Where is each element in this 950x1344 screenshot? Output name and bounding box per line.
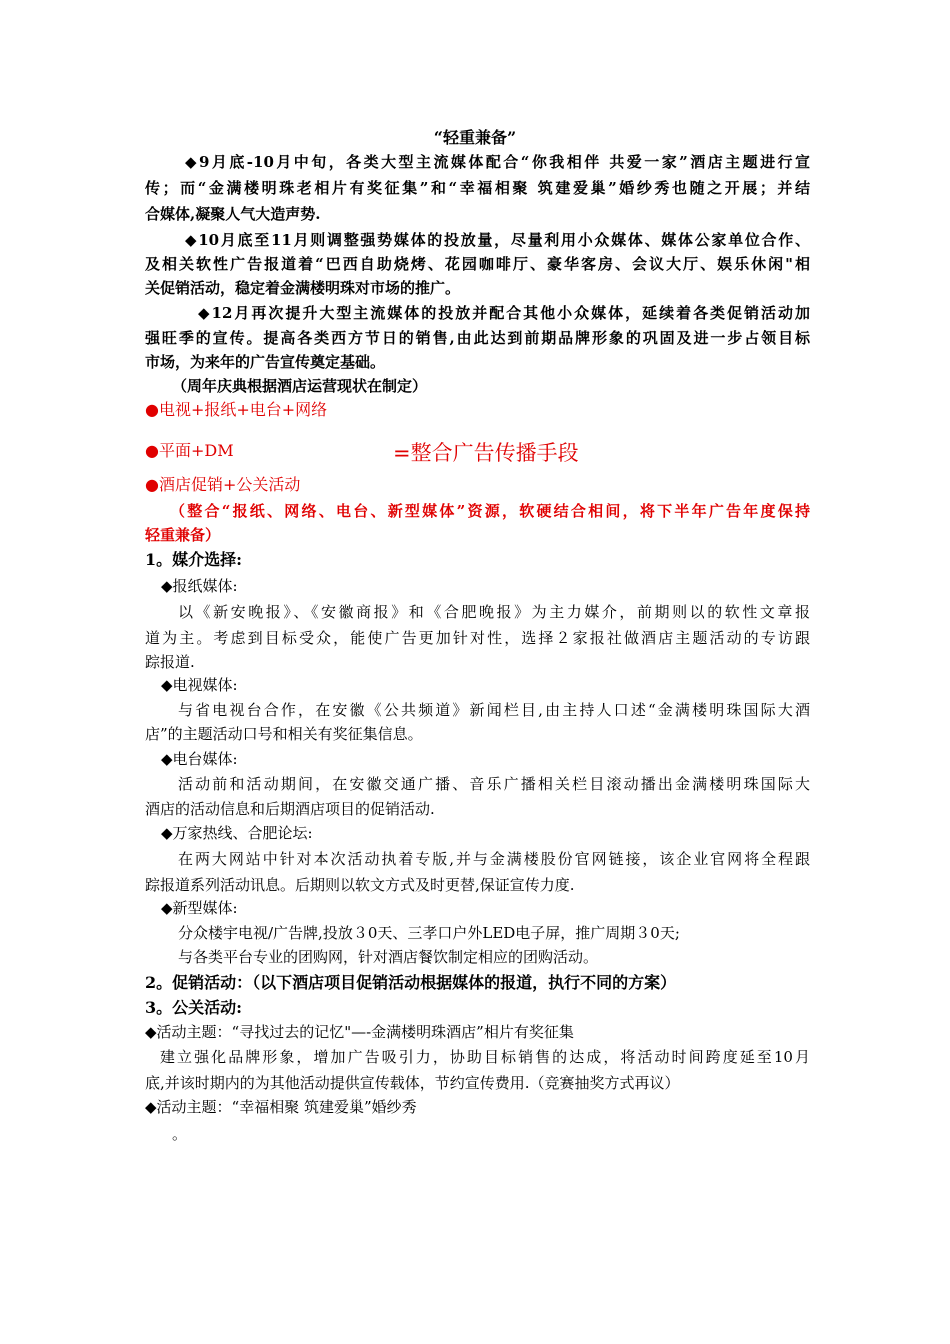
integration-line2: 轻重兼备） <box>145 526 221 544</box>
intro-p3-line2: 强旺季的宣传。提高各类西方节日的销售,由此达到前期品牌形象的巩固及进一步占领目标 <box>145 329 810 347</box>
newspaper-text-3: 踪报道. <box>145 653 195 671</box>
section1-heading: 1。媒介选择: <box>145 550 243 569</box>
intro-note: （周年庆典根据酒店运营现状在制定） <box>172 377 428 395</box>
page-title: “轻重兼备” <box>433 128 517 147</box>
intro-p2-line3: 关促销活动，稳定着金满楼明珠对市场的推广。 <box>145 279 461 297</box>
activity1-text-1: 建立强化品牌形象，增加广告吸引力，协助目标销售的达成，将活动时间跨度延至10月 <box>160 1048 810 1066</box>
newspaper-label: ◆报纸媒体: <box>161 577 238 595</box>
intro-p3-line1: ◆12月再次提升大型主流媒体的投放并配合其他小众媒体，延续着各类促销活动加 <box>198 304 810 322</box>
intro-p2-line1: ◆10月底至11月则调整强势媒体的投放量，尽量利用小众媒体、媒体公家单位合作、 <box>185 231 810 249</box>
newmedia-text-1: 分众楼宇电视/广告牌,投放３0天、三孝口户外LED电子屏，推广周期３0天; <box>178 924 680 942</box>
intro-p1-line1: ◆9月底-10月中旬，各类大型主流媒体配合“你我相伴 共爱一家”酒店主题进行宣 <box>185 153 810 171</box>
intro-p1-line3: 合媒体,凝聚人气大造声势. <box>145 205 321 223</box>
activity2-title: ◆活动主题：“幸福相聚 筑建爱巢”婚纱秀 <box>145 1098 417 1116</box>
combo-line-3: ●酒店促销+公关活动 <box>145 475 301 494</box>
integration-line1: （整合“报纸、网络、电台、新型媒体”资源，软硬结合相间，将下半年广告年度保持 <box>170 502 810 520</box>
intro-p3-line3: 市场，为来年的广告宣传奠定基础。 <box>145 353 386 371</box>
tv-text-2: 店”的主题活动口号和相关有奖征集信息。 <box>145 725 423 743</box>
web-text-2: 踪报道系列活动讯息。后期则以软文方式及时更替,保证宣传力度. <box>145 876 575 894</box>
radio-text-2: 酒店的活动信息和后期酒店项目的促销活动. <box>145 800 435 818</box>
newmedia-label: ◆新型媒体: <box>161 899 238 917</box>
activity1-text-2: 底,并该时期内的为其他活动提供宣传载体，节约宣传费用.（竞赛抽奖方式再议） <box>145 1074 680 1092</box>
intro-p1-line2: 传；而“金满楼明珠老相片有奖征集”和“幸福相聚 筑建爱巢”婚纱秀也随之开展；并结 <box>145 179 810 197</box>
section3-heading: 3。公关活动: <box>145 998 243 1017</box>
radio-text-1: 活动前和活动期间，在安徽交通广播、音乐广播相关栏目滚动播出金满楼明珠国际大 <box>178 775 810 793</box>
activity1-title: ◆活动主题：“寻找过去的记忆"—-金满楼明珠酒店”相片有奖征集 <box>145 1023 574 1041</box>
radio-label: ◆电台媒体: <box>161 750 238 768</box>
section2-heading: 2。促销活动：（以下酒店项目促销活动根据媒体的报道，执行不同的方案） <box>145 973 677 992</box>
newspaper-text-1: 以《新安晚报》、《安徽商报》和《合肥晚报》为主力媒介，前期则以的软性文章报 <box>178 603 810 621</box>
newspaper-text-2: 道为主。考虑到目标受众，能使广告更加针对性，选择２家报社做酒店主题活动的专访跟 <box>145 629 810 647</box>
combo-line-2: ●平面+DM <box>145 441 234 460</box>
web-text-1: 在两大网站中针对本次活动执着专版,并与金满楼股份官网链接，该企业官网将全程跟 <box>178 850 810 868</box>
newmedia-text-2: 与各类平台专业的团购网，针对酒店餐饮制定相应的团购活动。 <box>178 948 599 966</box>
tv-text-1: 与省电视台合作，在安徽《公共频道》新闻栏目,由主持人口述“金满楼明珠国际大酒 <box>178 701 810 719</box>
combo-line-1: ●电视+报纸+电台+网络 <box>145 400 328 419</box>
combo-slogan: =整合广告传播手段 <box>393 441 579 465</box>
tv-label: ◆电视媒体: <box>161 676 238 694</box>
intro-p2-line2: 及相关软性广告报道着“巴西自助烧烤、花园咖啡厅、豪华客房、会议大厅、娱乐休闲"相 <box>145 255 810 273</box>
trailing-mark: 。 <box>172 1125 188 1143</box>
web-label: ◆万家热线、合肥论坛: <box>161 824 313 842</box>
